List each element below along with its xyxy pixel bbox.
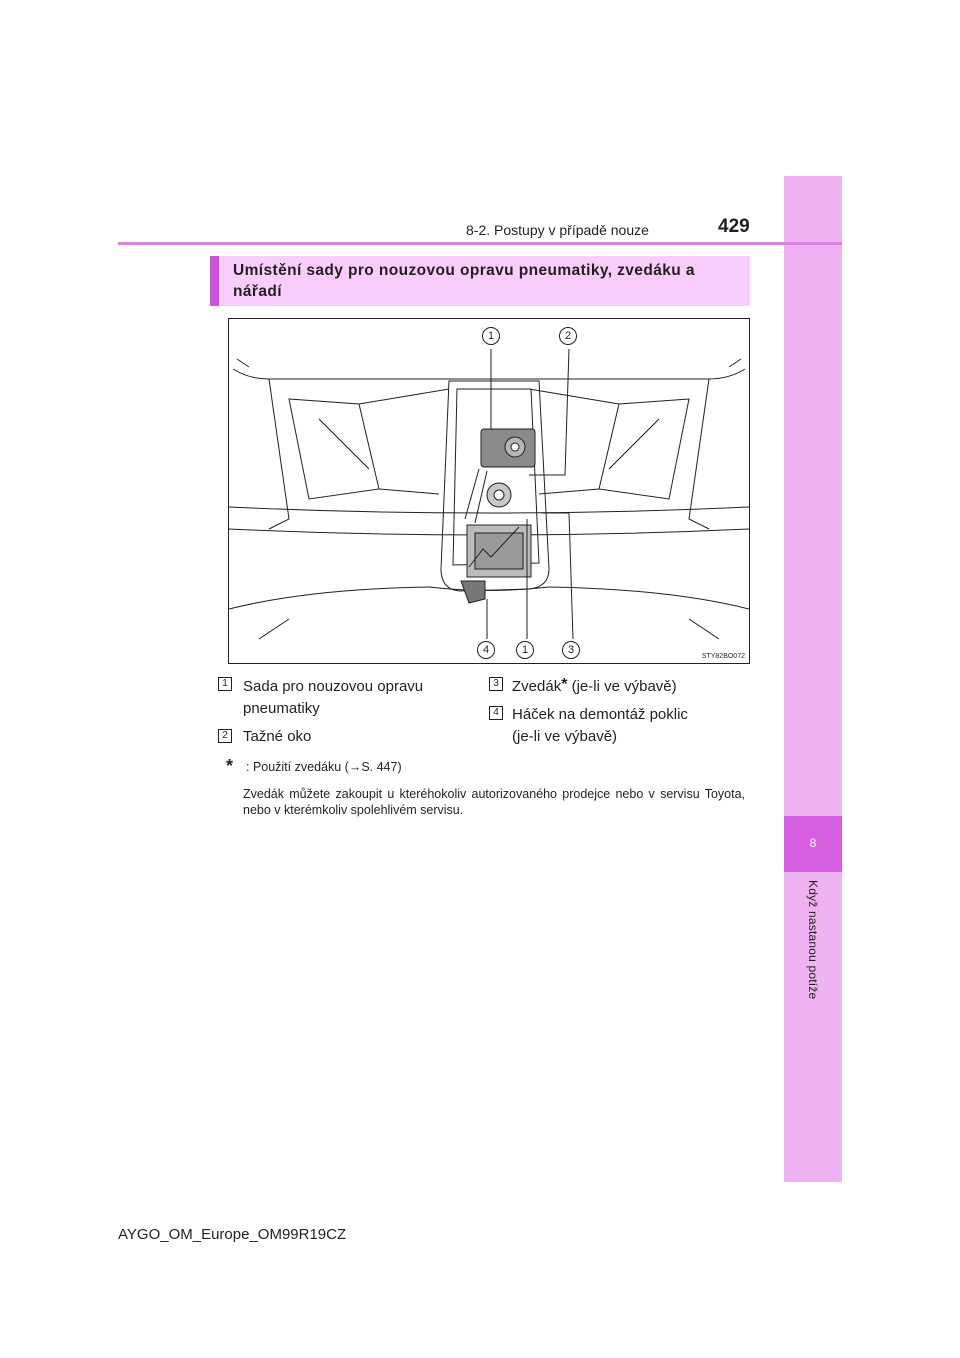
legend-num-2: 2 (218, 729, 232, 743)
callout-bottom-1: 1 (516, 641, 534, 659)
legend-text-3 (512, 676, 677, 698)
section-heading: Umístění sady pro nouzovou opravu pneumatiky, zvedáku a nářadí (233, 262, 695, 300)
callout-top-1: 1 (482, 327, 500, 345)
legend-text-1 (243, 676, 423, 720)
section-title: 8-2. Postupy v případě nouze (466, 222, 649, 238)
legend-text-1-line2: pneumatiky (243, 700, 320, 717)
legend-num-1: 1 (218, 677, 232, 691)
legend-text-1-line1: Sada pro nouzovou opravu (243, 678, 424, 695)
section-heading-box (210, 256, 750, 306)
legend-num-4: 4 (489, 706, 503, 720)
legend-text-3-main: Zvedák (512, 678, 562, 695)
header-rule (118, 242, 842, 245)
legend-text-2: Tažné oko (243, 728, 312, 745)
legend-text-4 (512, 704, 688, 748)
legend-text-4-line1: Háček na demontáž poklic (512, 706, 688, 723)
legend-text-3-after: (je-li ve výbavě) (567, 678, 677, 695)
chapter-title: Když nastanou potíže (806, 880, 820, 1000)
footnote-text: : Použití zvedáku (→S. 447) (246, 760, 402, 774)
footer-document-id: AYGO_OM_Europe_OM99R19CZ (118, 1226, 347, 1243)
callout-bottom-4: 4 (477, 641, 495, 659)
legend-star: * (561, 676, 568, 693)
note-text: Zvedák můžete zakoupit u kteréhokoliv autorizovaného prodejce nebo v servisu Toyota, nebo v kterémkoliv spolehlivém servisu. (243, 787, 745, 817)
figure-code: STY82BO072 (701, 653, 745, 660)
trunk-illustration (228, 318, 750, 664)
trunk-drawing (229, 319, 749, 663)
legend-num-3: 3 (489, 677, 503, 691)
callout-top-2: 2 (559, 327, 577, 345)
footnote-star: * (226, 756, 234, 776)
chapter-number: 8 (809, 836, 817, 850)
legend-text-4-line2: (je-li ve výbavě) (512, 728, 618, 745)
page-number: 429 (718, 216, 750, 237)
chapter-number-tab[interactable] (784, 816, 842, 872)
callout-bottom-3: 3 (562, 641, 580, 659)
